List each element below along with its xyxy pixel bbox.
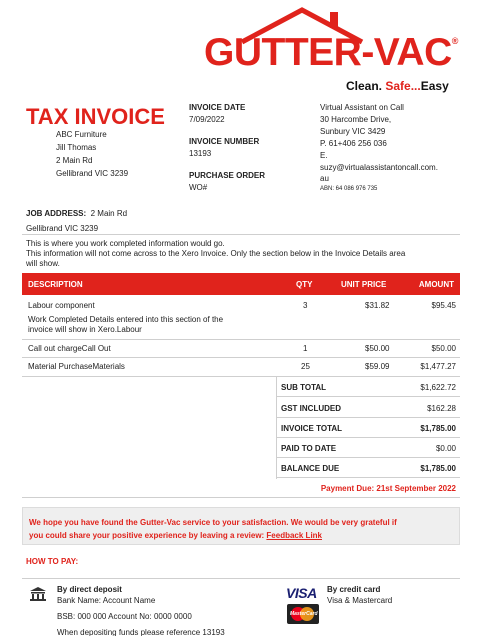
table-row: Material PurchaseMaterials 25 $59.09 $1,477.27 [28, 362, 456, 371]
divider [22, 339, 460, 340]
balance-due-row: BALANCE DUE $1,785.00 [276, 458, 460, 478]
paid-to-date-row: PAID TO DATE $0.00 [276, 438, 460, 458]
table-row: Labour component Work Completed Details entered into this section of the invoice will show in Xero.Labour 3 $31.82 $95.45 [28, 301, 456, 334]
table-header: DESCRIPTION QTY UNIT PRICE AMOUNT [22, 273, 460, 295]
subtotal-row: SUB TOTAL $1,622.72 [276, 377, 460, 397]
feedback-link[interactable]: Feedback Link [266, 531, 322, 540]
review-notice: We hope you have found the Gutter-Vac service to your satisfaction. We would be very grateful if you could share your positive experience by leaving a review: Feedback Link [22, 507, 460, 545]
brand-logo: GUTTER-VAC® [204, 31, 458, 74]
visa-logo-icon: VISA [286, 585, 317, 601]
work-info: This is where you work completed information would go. This information will not come across to the Xero Invoice. Only the section below in the Invoice Details area will show. [26, 239, 406, 268]
brand-tagline: Clean. Safe...Easy [346, 79, 449, 93]
job-address: JOB ADDRESS: 2 Main Rd Gellibrand VIC 3239 [26, 209, 128, 233]
divider [22, 357, 460, 358]
divider [22, 578, 460, 579]
how-to-pay-heading: HOW TO PAY: [26, 557, 79, 566]
payment-due: Payment Due: 21st September 2022 [320, 484, 456, 493]
company-address: Virtual Assistant on Call 30 Harcombe Drive, Sunbury VIC 3429 P. 61+406 256 036 E. suzy@virtualassistantoncall.com. au ABN: 64 086 976 735 [320, 103, 438, 192]
divider [22, 497, 460, 498]
table-row: Call out chargeCall Out 1 $50.00 $50.00 [28, 344, 456, 353]
divider [22, 234, 460, 235]
client-address: ABC Furniture Jill Thomas 2 Main Rd Gellibrand VIC 3239 [56, 130, 129, 178]
bank-icon [30, 587, 46, 601]
gst-row: GST INCLUDED $162.28 [276, 398, 460, 418]
credit-card-info: By credit card Visa & Mastercard [327, 585, 393, 605]
direct-deposit-info: By direct deposit Bank Name: Account Name BSB: 000 000 Account No: 0000 0000 When depositing funds please reference 13193 [57, 585, 225, 636]
invoice-title: TAX INVOICE [26, 104, 165, 129]
invoice-meta: INVOICE DATE 7/09/2022 INVOICE NUMBER 13193 PURCHASE ORDER WO# [189, 103, 266, 192]
invoice-total-row: INVOICE TOTAL $1,785.00 [276, 418, 460, 438]
mastercard-logo-icon: MasterCard [287, 604, 319, 624]
